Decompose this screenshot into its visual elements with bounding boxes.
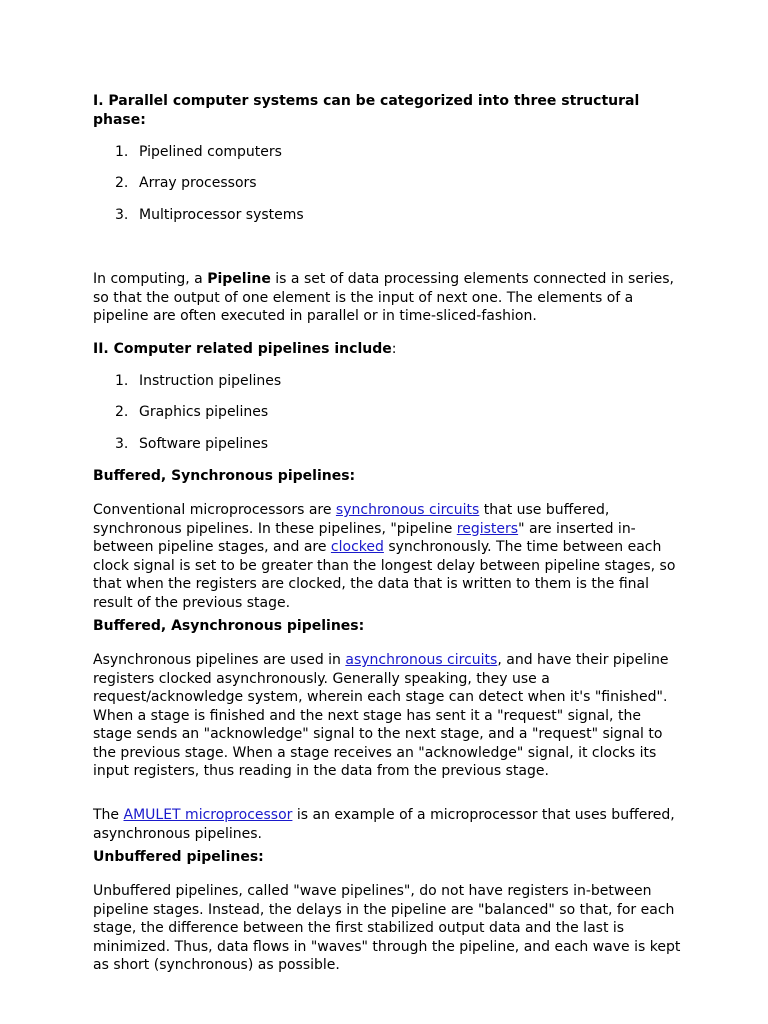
paragraph-text: The (93, 807, 124, 823)
unbuffered-paragraph (93, 882, 683, 975)
section-heading-sync (93, 467, 683, 486)
section-heading-async (93, 617, 683, 636)
paragraph-text: In computing, a (93, 271, 208, 287)
paragraph-text: Asynchronous pipelines are used in (93, 652, 346, 668)
pipeline-term: Pipeline (207, 271, 271, 287)
list-item-text: Software pipelines (139, 436, 269, 452)
heading-text: Buffered, Asynchronous pipelines: (93, 618, 365, 634)
paragraph-text: Unbuffered pipelines, called "wave pipelines", do not have registers in-between pipeline stages. Instead, the delays in the pipeline are "balanced" so that, for each stage, the difference between the first stabilized output data and the last is minimized. Thus, data flows in "waves" through the pipeline, and each wave is kept as short (synchronous) as possible. (93, 883, 681, 973)
list-item (115, 143, 282, 161)
list-number: 1. (115, 144, 129, 160)
asynchronous-circuits-link[interactable]: asynchronous circuits (345, 652, 498, 668)
paragraph-text: Conventional microprocessors are (93, 502, 336, 518)
heading-text: II. Computer related pipelines include (93, 341, 392, 357)
list-item (115, 435, 268, 453)
list-number: 2. (115, 404, 129, 420)
list-item (115, 372, 281, 390)
intro-paragraph (93, 270, 683, 326)
paragraph-text: that use buffered, synchronous pipelines. In these pipelines, "pipeline (93, 502, 610, 537)
clocked-link[interactable]: clocked (330, 539, 384, 555)
list-item (115, 174, 257, 192)
async-paragraph (93, 651, 683, 781)
registers-link[interactable]: registers (456, 520, 519, 537)
list-item-text: Array processors (139, 175, 257, 191)
synchronous-circuits-link[interactable]: synchronous circuits (335, 502, 480, 518)
list-item-text: Graphics pipelines (139, 404, 269, 420)
heading-text: Unbuffered pipelines: (93, 849, 264, 865)
amulet-microprocessor-link[interactable]: AMULET microprocessor (123, 807, 293, 823)
list-number: 1. (115, 373, 129, 389)
list-item-text: Instruction pipelines (139, 373, 282, 389)
list-item (115, 206, 304, 224)
paragraph-text: is a set of data processing elements connected in series, so that the output of one element is the input of next one. The elements of a pipeline are often executed in parallel or in time-sliced-fashion. (93, 271, 674, 324)
list-number: 2. (115, 175, 129, 191)
list-item (115, 403, 268, 421)
list-item-text: Multiprocessor systems (139, 207, 304, 223)
list-item-text: Pipelined computers (139, 144, 282, 160)
sync-paragraph (93, 501, 683, 612)
heading-text: I. Parallel computer systems can be categorized into three structural phase: (93, 93, 640, 128)
section-heading-pipelines (93, 340, 683, 359)
paragraph-text: " are inserted in-between pipeline stages, and are (93, 520, 636, 555)
section-heading-unbuffered (93, 848, 683, 867)
heading-colon: : (391, 341, 397, 357)
section-heading-parallel (93, 92, 683, 129)
list-number: 3. (115, 436, 129, 452)
amulet-paragraph (93, 806, 683, 843)
list-number: 3. (115, 207, 129, 223)
paragraph-text: synchronously. The time between each clock signal is set to be greater than the longest delay between pipeline stages, so that when the registers are clocked, the data that is written to them is the final result of the previous stage. (93, 539, 676, 611)
paragraph-text: is an example of a microprocessor that uses buffered, asynchronous pipelines. (93, 807, 675, 842)
paragraph-text: , and have their pipeline registers clocked asynchronously. Generally speaking, they use a request/acknowledge system, wherein each stage can detect when it's "finished". When a stage is finished and the next stage has sent it a "request" signal, the stage sends an "acknowledge" signal to the next stage, and a "request" signal to the previous stage. When a stage receives an "acknowledge" signal, it clocks its input registers, thus reading in the data from the previous stage. (93, 652, 669, 779)
heading-text: Buffered, Synchronous pipelines: (93, 468, 356, 484)
